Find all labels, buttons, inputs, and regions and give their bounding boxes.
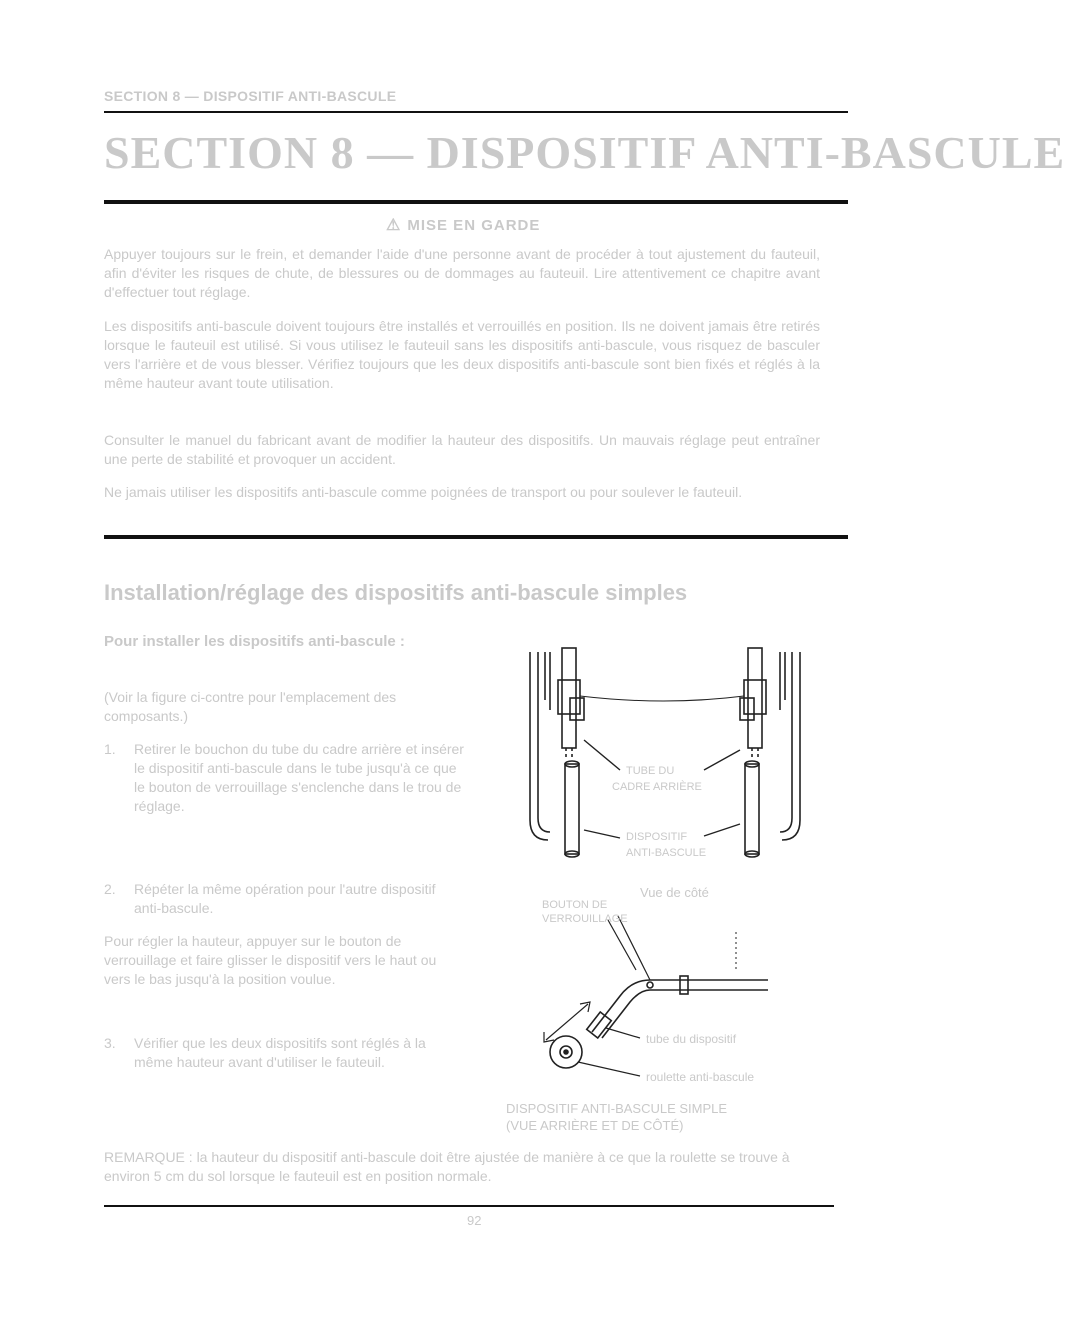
warning-triangle-icon: ⚠ — [386, 217, 402, 234]
sub-heading: Pour installer les dispositifs anti-bascule : — [104, 633, 405, 650]
figure-caption-line-1: DISPOSITIF ANTI-BASCULE SIMPLE — [506, 1101, 728, 1116]
right-wheel-inner — [780, 652, 792, 832]
intro-text: (Voir la figure ci-contre pour l'emplacement des composants.) — [104, 689, 397, 724]
warning-paragraph-2: Les dispositifs anti-bascule doivent toujours être installés et verrouillés en position. Ils ne doivent jamais être retirés lorsque le fauteuil est utilisé. Si vous utilisez le fauteuil sans les dispositifs anti-bascule, vous risquez de basculer vers l'arrière et de vous blesser. Vérifiez toujours que les deux dispositifs anti-bascule sont bien fixés et réglés à la même hauteur avant toute utilisation. — [104, 318, 820, 391]
step-2-text: Répéter la même opération pour l'autre dispositif anti-bascule. — [134, 881, 436, 916]
step-2-number: 2. — [104, 881, 116, 897]
step-3-text: Vérifier que les deux dispositifs sont réglés à la même hauteur avant d'utiliser le fauteuil. — [134, 1035, 426, 1070]
right-anti-tip-tube — [745, 764, 759, 854]
anti-tip-diagram — [500, 640, 820, 1100]
footer-rule — [104, 1205, 834, 1207]
figure-caption — [506, 1100, 826, 1134]
warning-box — [104, 203, 848, 537]
left-anti-tip-tube — [565, 764, 579, 854]
figure-caption-line-2: (VUE ARRIÈRE ET DE CÔTÉ) — [506, 1118, 684, 1133]
step-3-number: 3. — [104, 1035, 116, 1051]
label-frame-tube-line-1: TUBE DU — [626, 765, 675, 777]
section-heading: Installation/réglage des dispositifs anti-bascule simples — [104, 580, 688, 605]
warning-paragraph-4: Ne jamais utiliser les dispositifs anti-bascule comme poignées de transport ou pour soulever le fauteuil. — [104, 484, 743, 500]
label-locking-button-2: VERROUILLAGE — [542, 913, 628, 925]
page-title: SECTION 8 — DISPOSITIF ANTI-BASCULE — [104, 127, 1065, 178]
warning-heading — [386, 215, 540, 235]
running-header: SECTION 8 — DISPOSITIF ANTI-BASCULE — [104, 88, 397, 104]
label-frame-tube-line-2: CADRE ARRIÈRE — [612, 781, 702, 793]
label-side-view: Vue de côté — [640, 885, 709, 900]
label-anti-tip-line-1: DISPOSITIF — [626, 831, 688, 843]
warning-bottom-rule — [104, 535, 848, 539]
label-anti-tip-line-2: ANTI-BASCULE — [626, 847, 707, 859]
warning-paragraph-1: Appuyer toujours sur le frein, et demander l'aide d'une personne avant de procéder à tout ajustement du fauteuil, afin d'éviter les risques de chute, de blessures ou de dommages au fauteuil. Lire attentivement ce chapitre avant d'effectuer tout réglage. — [104, 246, 820, 300]
page-number: 92 — [467, 1213, 482, 1228]
label-anti-tip-roller: roulette anti-bascule — [646, 1070, 755, 1084]
side-anti-tip-arm — [592, 980, 650, 1032]
step-1-text: Retirer le bouchon du tube du cadre arrière et insérer le dispositif anti-bascule dans le tube jusqu'à ce que le bouton de verrouillage s'enclenche dans le trou de réglage. — [134, 741, 464, 814]
label-locking-button-1: BOUTON DE — [542, 899, 608, 911]
note-paragraph: REMARQUE : la hauteur du dispositif anti-bascule doit être ajustée de manière à ce que la roulette se trouve à environ 5 cm du sol lorsque le fauteuil est en position normale. — [104, 1149, 790, 1184]
mid-paragraph: Pour régler la hauteur, appuyer sur le bouton de verrouillage et faire glisser le dispositif vers le haut ou vers le bas jusqu'à la position voulue. — [104, 933, 437, 987]
left-wheel-inner — [538, 652, 550, 832]
label-anti-tip-tube: tube du dispositif — [646, 1032, 737, 1046]
header-rule — [104, 111, 848, 113]
warning-heading-text: MISE EN GARDE — [407, 217, 541, 234]
anti-tip-figure — [500, 640, 820, 1120]
step-1-number: 1. — [104, 741, 116, 757]
warning-paragraph-3: Consulter le manuel du fabricant avant de modifier la hauteur des dispositifs. Un mauvais réglage peut entraîner une perte de stabilité et provoquer un accident. — [104, 432, 820, 467]
